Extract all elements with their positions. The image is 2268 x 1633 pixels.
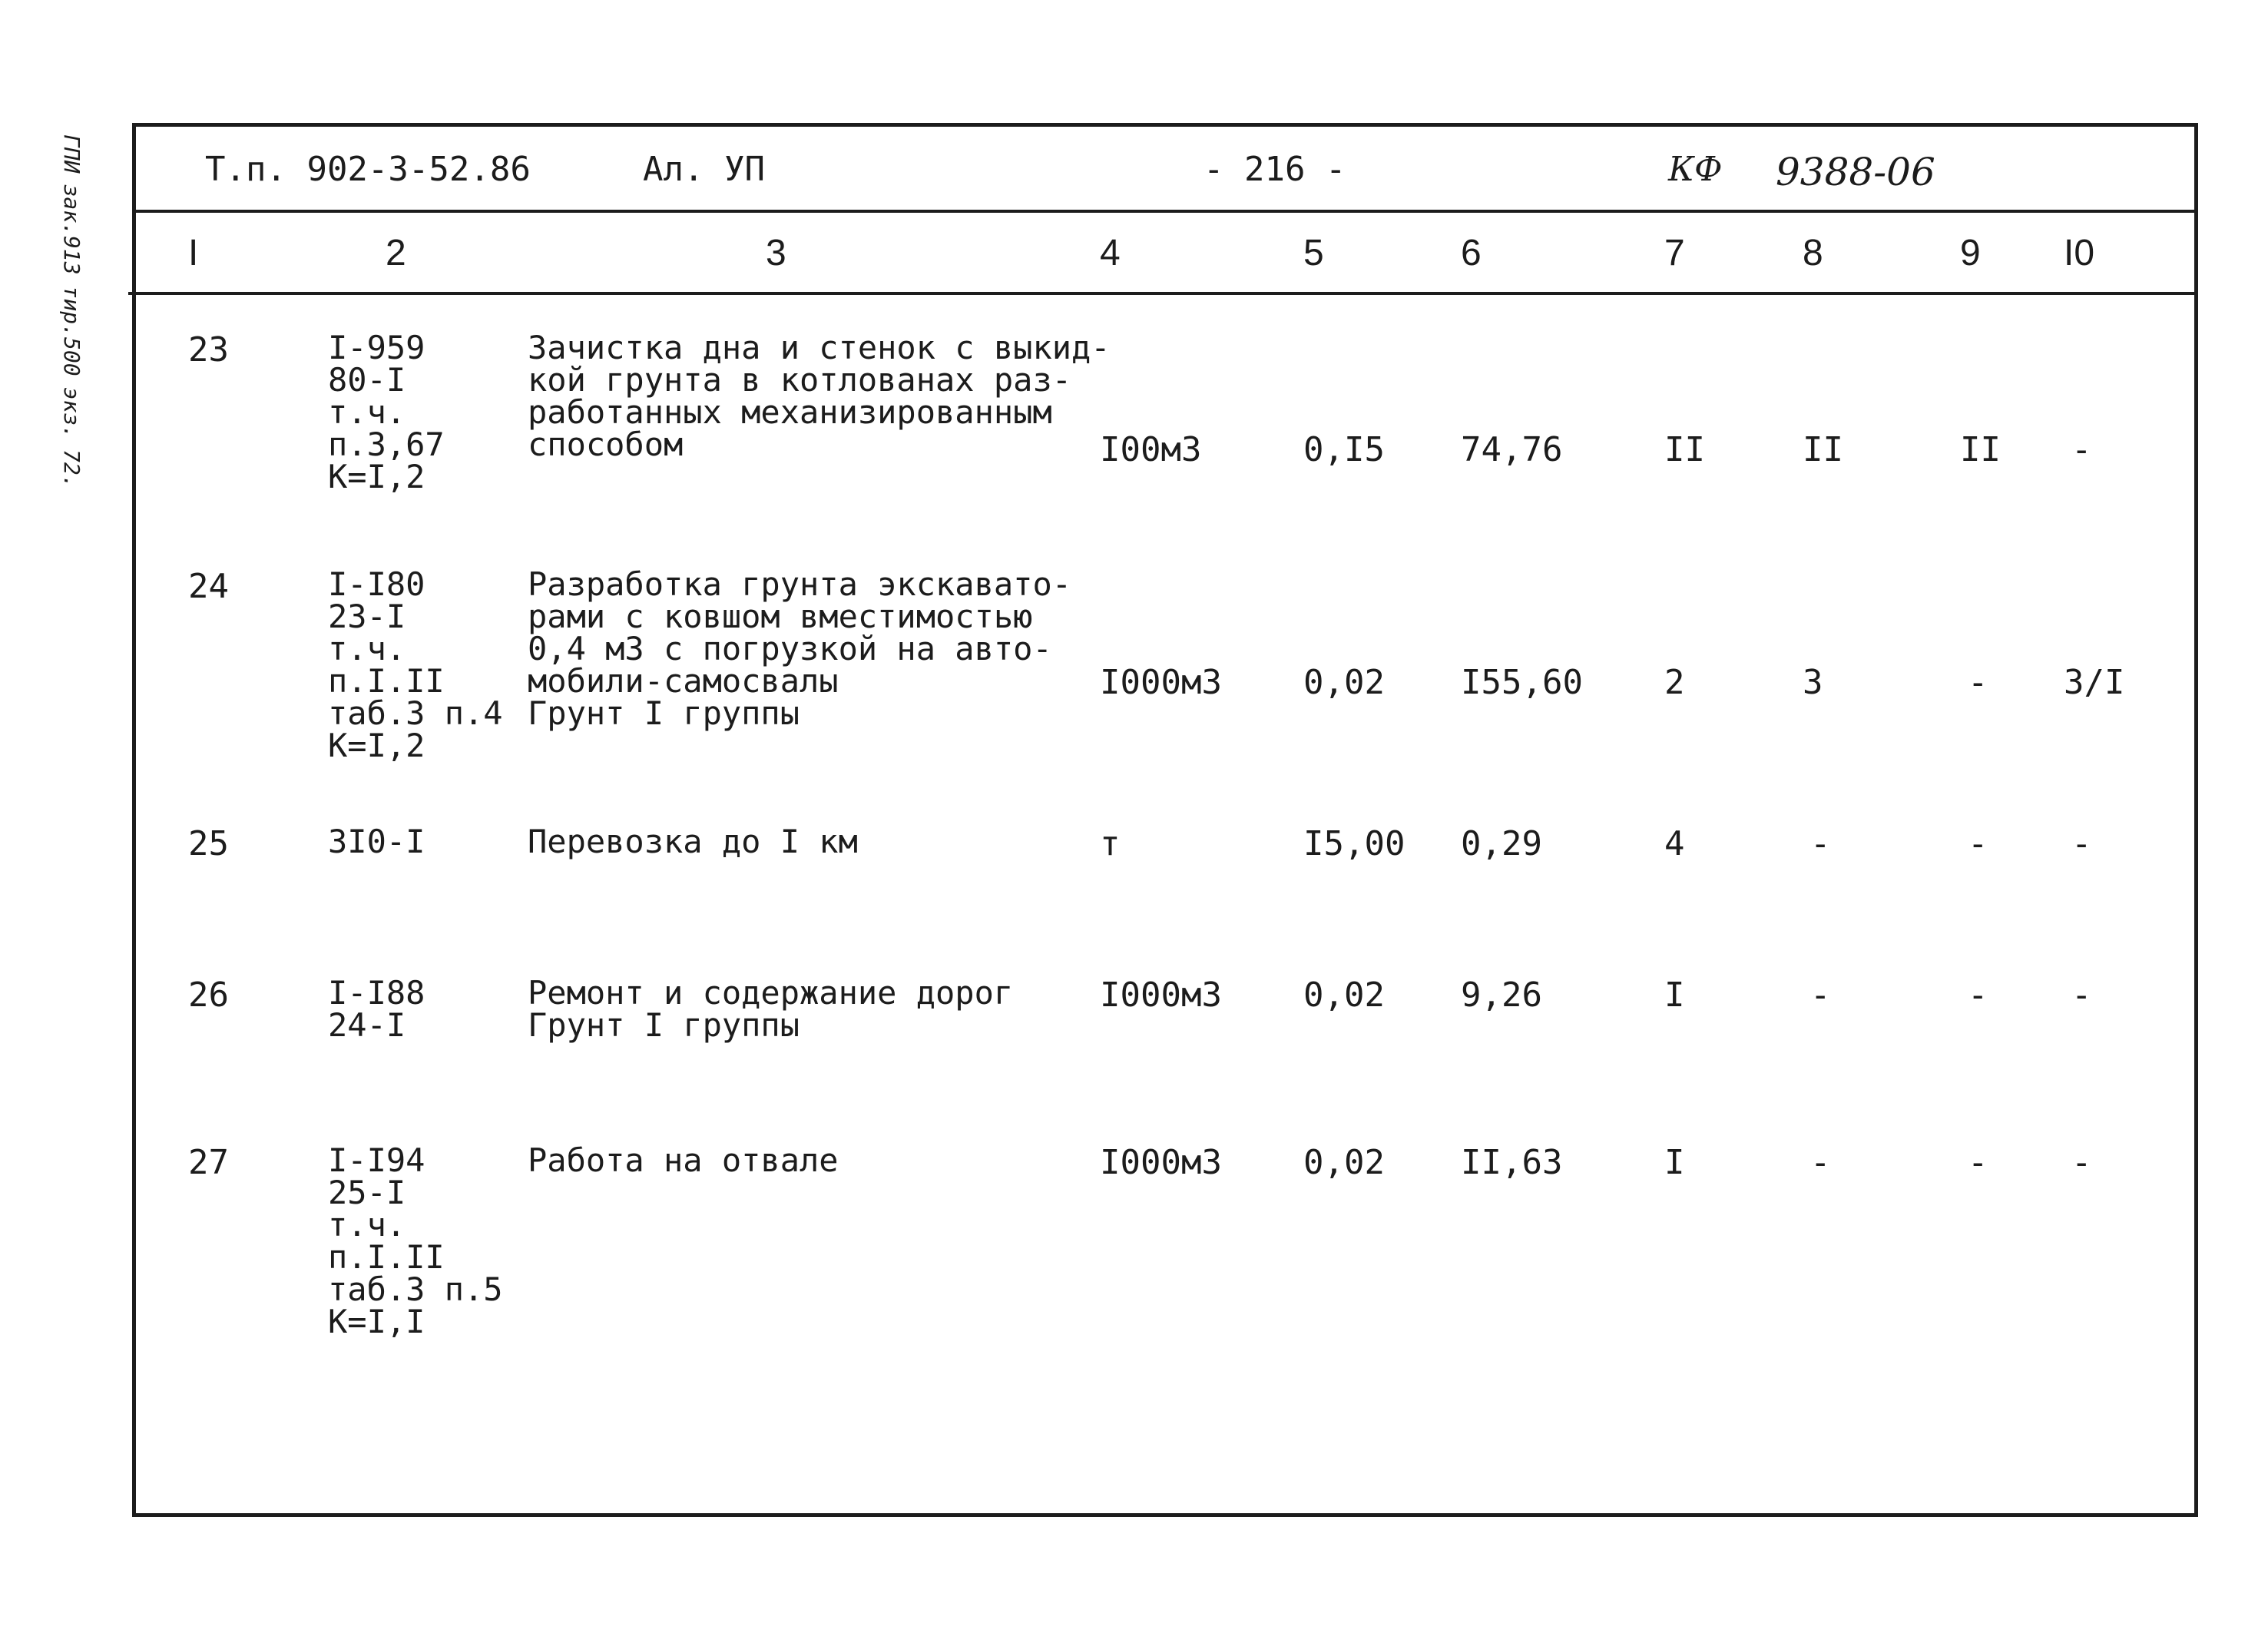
description-line: работанных механизированным — [528, 393, 1052, 431]
description-line: Грунт I группы — [528, 694, 800, 732]
row-col-10: - — [2071, 1143, 2092, 1182]
col-header-8: 8 — [1803, 233, 1823, 273]
code-line: т.ч. — [328, 393, 406, 431]
row-description — [528, 1141, 839, 1179]
row-col-8: - — [1810, 1143, 1831, 1182]
row-unit: I000м3 — [1100, 975, 1222, 1015]
column-header-divider — [128, 292, 2194, 295]
code-line: 3I0-I — [328, 823, 425, 860]
row-col-7: I — [1664, 1143, 1685, 1182]
row-number: 26 — [188, 975, 229, 1015]
description-line: Грунт I группы — [528, 1006, 800, 1044]
row-code — [328, 823, 425, 860]
document-frame — [132, 123, 2198, 1517]
code-line: п.I.II — [328, 1238, 445, 1276]
row-col-8: 3 — [1803, 663, 1823, 702]
code-line: I-I88 — [328, 974, 425, 1012]
header-divider — [136, 210, 2194, 213]
code-line: К=I,2 — [328, 458, 425, 495]
description-line: Работа на отвале — [528, 1141, 839, 1179]
col-header-2: 2 — [386, 233, 406, 273]
code-line: п.I.II — [328, 662, 445, 700]
row-col-9: - — [1968, 824, 1988, 863]
row-col-8: - — [1810, 975, 1831, 1015]
row-col-8: II — [1803, 430, 1843, 469]
row-number: 25 — [188, 824, 229, 863]
row-col-7: 4 — [1664, 824, 1685, 863]
col-header-4: 4 — [1100, 233, 1121, 273]
row-col-9: - — [1968, 975, 1988, 1015]
side-note-copies: 72. — [59, 449, 84, 489]
row-price: 74,76 — [1461, 430, 1563, 469]
row-unit: I00м3 — [1100, 430, 1202, 469]
row-unit: т — [1100, 824, 1121, 863]
row-quantity: 0,02 — [1303, 1143, 1385, 1182]
col-header-7: 7 — [1664, 233, 1685, 273]
description-line: Разработка грунта экскавато- — [528, 565, 1072, 603]
col-header-6: 6 — [1461, 233, 1482, 273]
row-code — [328, 565, 503, 764]
code-line: I-I80 — [328, 565, 425, 603]
description-line: способом — [528, 426, 684, 463]
row-col-7: II — [1664, 430, 1705, 469]
code-line: I-I94 — [328, 1141, 425, 1179]
page-number: - 216 - — [1204, 150, 1346, 189]
row-col-10: - — [2071, 430, 2092, 469]
row-col-10: - — [2071, 975, 2092, 1015]
code-line: таб.3 п.5 — [328, 1270, 503, 1308]
row-description — [528, 974, 1014, 1044]
row-number: 27 — [188, 1143, 229, 1182]
code-line: п.3,67 — [328, 426, 445, 463]
description-line: Перевозка до I км — [528, 823, 858, 860]
album-label: Ал. УП — [643, 150, 765, 189]
row-col-10: - — [2071, 824, 2092, 863]
code-line: 25-I — [328, 1174, 406, 1211]
row-price: 9,26 — [1461, 975, 1542, 1015]
row-description — [528, 329, 1111, 463]
kf-number: 9388-06 — [1776, 150, 1935, 194]
description-line: Зачистка дна и стенок с выкид- — [528, 329, 1111, 366]
col-header-3: 3 — [766, 233, 786, 273]
row-description — [528, 565, 1072, 732]
row-col-9: II — [1960, 430, 2001, 469]
row-quantity: 0,I5 — [1303, 430, 1385, 469]
row-col-9: - — [1968, 1143, 1988, 1182]
kf-label: КФ — [1668, 150, 1723, 189]
row-number: 24 — [188, 567, 229, 606]
row-col-9: - — [1968, 663, 1988, 702]
code-line: т.ч. — [328, 1206, 406, 1244]
row-code — [328, 974, 425, 1044]
code-line: 23-I — [328, 598, 406, 635]
col-header-1: I — [188, 233, 199, 273]
code-line: т.ч. — [328, 630, 406, 667]
row-col-7: 2 — [1664, 663, 1685, 702]
row-col-7: I — [1664, 975, 1685, 1015]
description-line: мобили-самосвалы — [528, 662, 839, 700]
row-quantity: 0,02 — [1303, 663, 1385, 702]
code-line: I-959 — [328, 329, 425, 366]
side-note-order: зак.913 — [59, 184, 84, 275]
side-note-run: тир.500 — [59, 285, 84, 376]
side-note — [59, 134, 84, 499]
col-header-9: 9 — [1960, 233, 1981, 273]
row-unit: I000м3 — [1100, 663, 1222, 702]
row-unit: I000м3 — [1100, 1143, 1222, 1182]
side-note-copies-label: экз. — [59, 386, 84, 439]
doc-reference: Т.п. 902-3-52.86 — [205, 150, 531, 189]
row-code — [328, 1141, 503, 1340]
code-line: 24-I — [328, 1006, 406, 1044]
row-quantity: 0,02 — [1303, 975, 1385, 1015]
row-code — [328, 329, 445, 495]
code-line: К=I,2 — [328, 727, 425, 764]
col-header-10: I0 — [2064, 233, 2095, 273]
row-quantity: I5,00 — [1303, 824, 1405, 863]
row-col-8: - — [1810, 824, 1831, 863]
code-line: К=I,I — [328, 1303, 425, 1340]
row-col-10: 3/I — [2064, 663, 2125, 702]
description-line: 0,4 м3 с погрузкой на авто- — [528, 630, 1052, 667]
row-price: I55,60 — [1461, 663, 1583, 702]
description-line: рами с ковшом вместимостью — [528, 598, 1033, 635]
col-header-5: 5 — [1303, 233, 1324, 273]
row-price: 0,29 — [1461, 824, 1542, 863]
side-note-org: ГПИ — [59, 134, 84, 174]
description-line: кой грунта в котлованах раз- — [528, 361, 1072, 399]
row-description — [528, 823, 858, 860]
description-line: Ремонт и содержание дорог — [528, 974, 1014, 1012]
code-line: 80-I — [328, 361, 406, 399]
code-line: таб.3 п.4 — [328, 694, 503, 732]
row-number: 23 — [188, 330, 229, 369]
row-price: II,63 — [1461, 1143, 1563, 1182]
